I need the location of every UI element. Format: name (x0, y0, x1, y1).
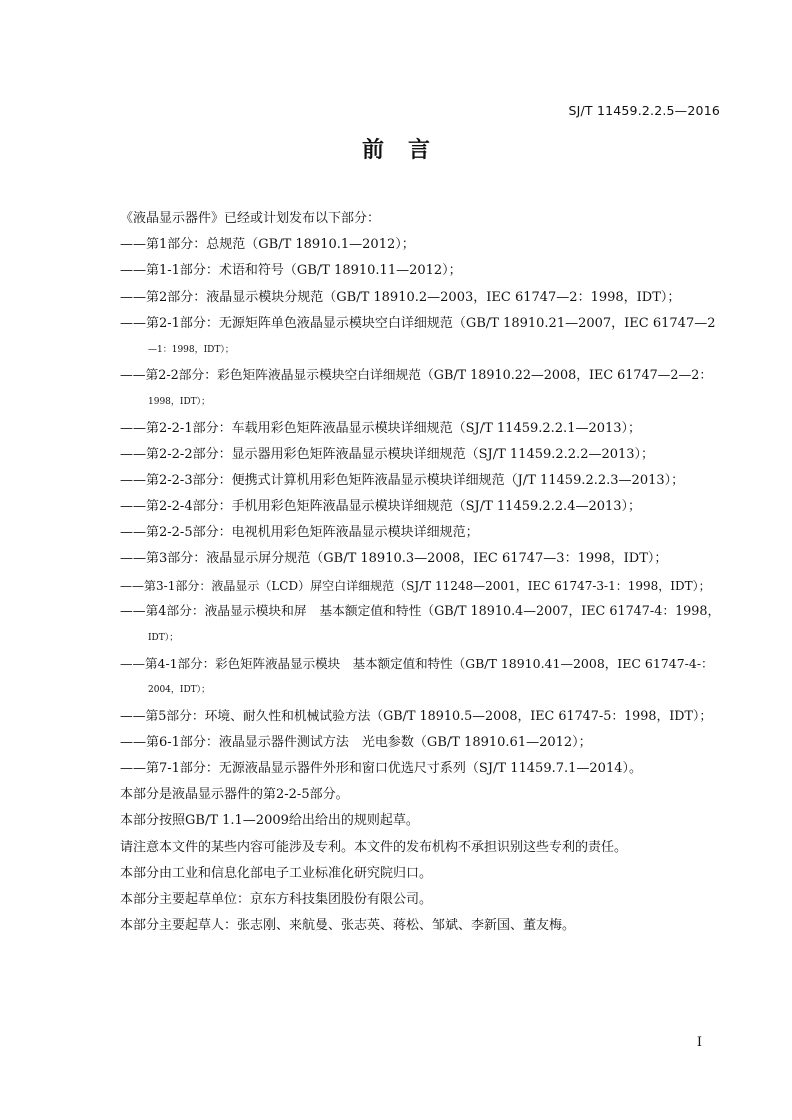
text-line: 请注意本文件的某些内容可能涉及专利。本文件的发布机构不承担识别这些专利的责任。 (120, 839, 628, 855)
text-line: ——第3部分：液晶显示屏分规范（GB/T 18910.3—2008，IEC 61747—3：1998，IDT）； (120, 551, 668, 567)
text-line: ——第6-1部分：液晶显示器件测试方法 光电参数（GB/T 18910.61—2012）； (120, 734, 592, 750)
page-title: 前言 (361, 138, 454, 163)
text-line: ——第1-1部分：术语和符号（GB/T 18910.11—2012）； (120, 263, 462, 279)
text-line: 《液晶显示器件》已经或计划发布以下部分： (120, 211, 381, 226)
text-line: 本部分按照GB/T 1.1—2009给出给出的规则起草。 (120, 813, 419, 829)
text-line: ——第2-2-2部分：显示器用彩色矩阵液晶显示模块详细规范（SJ/T 11459.2.2.2—2013）； (120, 446, 655, 462)
text-line: ——第2-2-1部分：车载用彩色矩阵液晶显示模块详细规范（SJ/T 11459.2.2.1—2013）； (120, 420, 642, 436)
text-line: 1998，IDT）； (148, 397, 211, 408)
text-line: ——第4-1部分：彩色矩阵液晶显示模块 基本额定值和特性（GB/T 18910.41—2008，IEC 61747-4-： (120, 656, 714, 672)
text-line: 本部分主要起草单位：京东方科技集团股份有限公司。 (120, 891, 433, 907)
text-line: ——第2-2-4部分：手机用彩色矩阵液晶显示模块详细规范（SJ/T 11459.2.2.4—2013）； (120, 499, 642, 515)
text-line: ——第2部分：液晶显示模块分规范（GB/T 18910.2—2003，IEC 61747—2：1998，IDT）； (120, 289, 681, 305)
text-line: 本部分主要起草人：张志刚、来航曼、张志英、蒋松、邹斌、李新国、董友梅。 (120, 918, 576, 934)
text-line: ——第2-2-5部分：电视机用彩色矩阵液晶显示模块详细规范； (120, 525, 479, 541)
text-line: ——第2-2-3部分：便携式计算机用彩色矩阵液晶显示模块详细规范（J/T 11459.2.2.3—2013）； (120, 472, 685, 488)
text-line: ——第4部分：液晶显示模块和屏 基本额定值和特性（GB/T 18910.4—2007，IEC 61747-4：1998， (120, 603, 721, 619)
text-line: 本部分由工业和信息化部电子工业标准化研究院归口。 (120, 865, 433, 881)
text-line: 本部分是液晶显示器件的第2-2-5部分。 (120, 787, 349, 803)
text-line: ——第3-1部分：液晶显示（LCD）屏空白详细规范（SJ/T 11248—2001，IEC 61747-3-1：1998，IDT）； (120, 578, 711, 593)
page-number: I (696, 1035, 702, 1050)
text-line: ——第2-2部分：彩色矩阵液晶显示模块空白详细规范（GB/T 18910.22—2008，IEC 61747—2—2： (120, 368, 713, 384)
text-line: ——第5部分：环境、耐久性和机械试验方法（GB/T 18910.5—2008，IEC 61747-5：1998，IDT）； (120, 708, 713, 724)
text-line: ——第7-1部分：无源液晶显示器件外形和窗口优选尺寸系列（SJ/T 11459.7.1—2014）。 (120, 760, 642, 776)
text-line: ——第2-1部分：无源矩阵单色液晶显示模块空白详细规范（GB/T 18910.21—2007，IEC 61747—2 (120, 315, 716, 331)
document-body (120, 206, 720, 939)
text-line: —1：1998，IDT）； (148, 344, 234, 355)
text-line: ——第1部分：总规范（GB/T 18910.1—2012）； (120, 237, 415, 253)
document-code: SJ/T 11459.2.2.5—2016 (568, 103, 720, 118)
text-line: 2004，IDT）； (148, 685, 211, 696)
text-line: IDT）； (148, 633, 179, 643)
